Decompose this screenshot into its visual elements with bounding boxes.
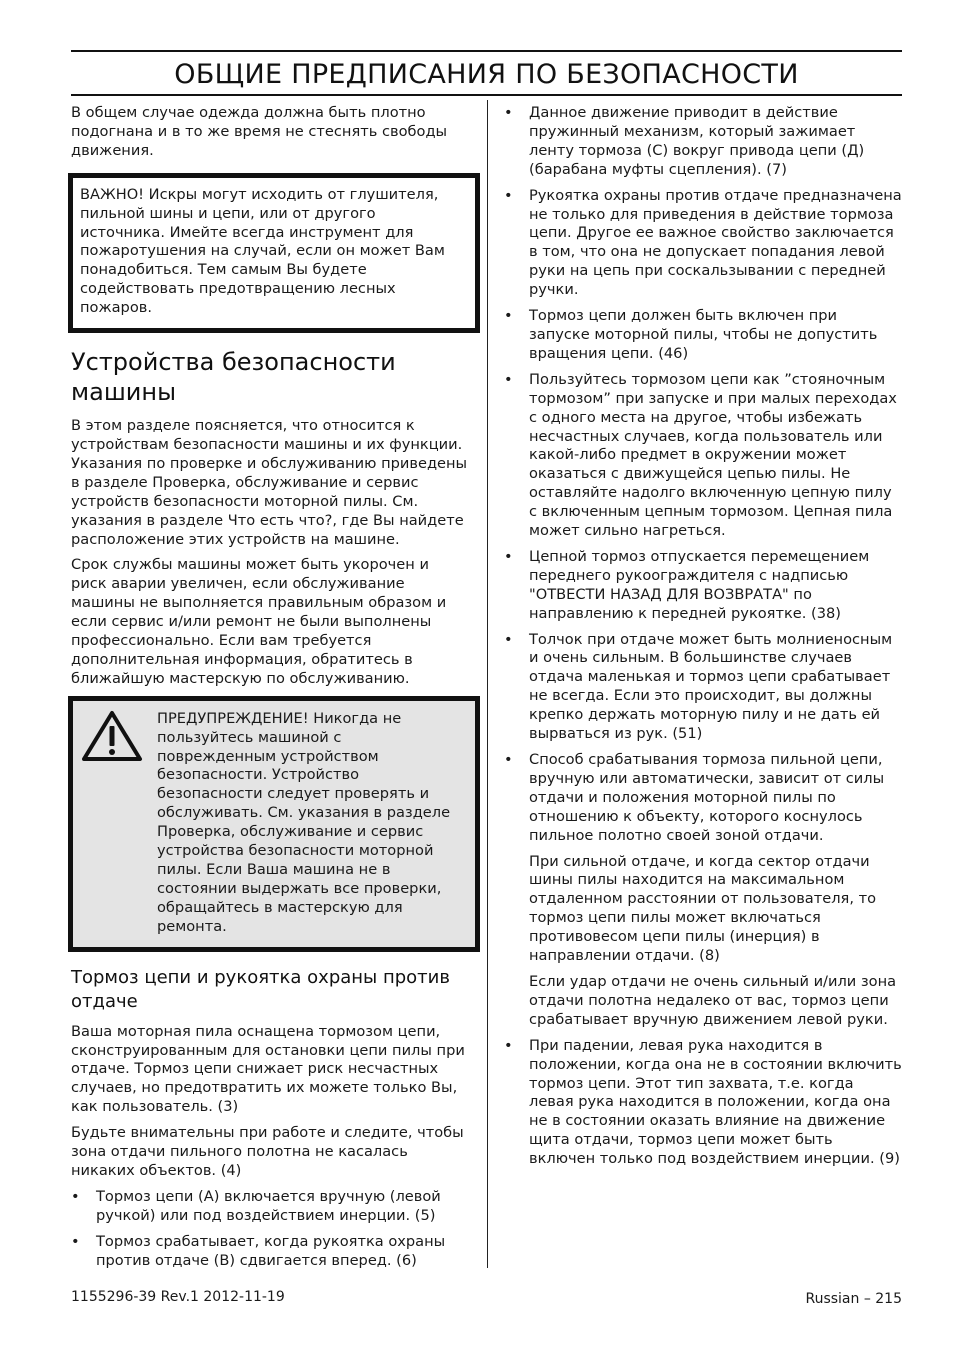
bullet-marker: •: [504, 751, 513, 768]
list-item-text: Способ срабатывания тормоза пильной цепи, вручную или автоматически, зависит от силы отдачи и положения моторной пилы по отношению к объекту, которого коснулось пильное полотно своей зоной отдачи.: [529, 751, 885, 844]
bullet-marker: •: [504, 104, 513, 121]
column-divider: [487, 100, 488, 1268]
continuation-paragraph-2: Если удар отдачи не очень сильный и/или зона отдачи полотна недалеко от вас, тормоз цепи срабатывает вручную движением левой руки.: [529, 972, 897, 1028]
page-title: ОБЩИЕ ПРЕДПИСАНИЯ ПО БЕЗОПАСНОСТИ: [174, 59, 799, 90]
list-item: [504, 371, 902, 541]
list-item: [504, 104, 902, 180]
header-top-rule: [71, 50, 902, 52]
bullet-marker: •: [504, 307, 513, 325]
bullet-marker: •: [71, 1187, 80, 1205]
right-bullet-list-2: [504, 1037, 902, 1169]
right-bullet-list: [504, 104, 902, 846]
bullet-marker: •: [504, 630, 513, 648]
subsection-paragraph-1: Ваша моторная пила оснащена тормозом цепи, сконструированным для остановки цепи пилы при отдаче. Тормоз цепи снижает риск несчастных случаев, но предотвратить их можете только Вы, как пользователь. (3): [71, 1022, 465, 1116]
list-item: [504, 548, 902, 624]
list-item-text: При падении, левая рука находится в положении, когда она не в состоянии включить тормоз цепи. Этот тип захвата, т.е. когда левая рука находится в положении, когда она не в состоянии оказать влияние на движение щита отдачи, тормоз цепи может быть включен только под воздействием инерции. (9): [529, 1036, 902, 1168]
section-paragraph-2: Срок службы машины может быть укорочен и риск аварии увеличен, если обслуживание машины не выполняется правильным образом и если сервис и/или ремонт не были выполнены профессионально. Если вам требуется дополнительная информация, обратитесь в ближайшую мастерскую по обслуживанию.: [71, 556, 447, 687]
intro-paragraph: В общем случае одежда должна быть плотно подогнана и в то же время не стеснять свободы движения.: [71, 104, 448, 159]
list-item-text: Тормоз срабатывает, когда рукоятка охраны против отдаче (B) сдвигается вперед. (6): [96, 1232, 446, 1269]
bullet-marker: •: [71, 1232, 80, 1250]
warning-text: ПРЕДУПРЕЖДЕНИЕ! Никогда не пользуйтесь машиной с поврежденным устройством безопасности. Устройство безопасности следует проверять и обслуживать. См. указания в разделе Проверка, обслуживание и сервис устройства безопасности моторной пилы. Если Ваша машина не в состоянии выдержать все проверки, обращайтесь в мастерскую для ремонта.: [157, 709, 451, 935]
header-bottom-rule: [71, 94, 902, 96]
left-bullet-list: [71, 1188, 469, 1271]
list-item-text: Рукоятка охраны против отдаче предназначена не только для приведения в действие тормоза цепи. Другое ее важное свойство заключается в том, что она не допускает попадания левой руки на цепь при соскальзывании с передней ручки.: [529, 186, 902, 299]
list-item: [504, 1037, 902, 1169]
list-item-text: Пользуйтесь тормозом цепи как ”стояночным тормозом” при запуске и при малых переходах с одного места на другое, чтобы избежать несчастных случаев, когда пользователь или какой-либо предмет в окружении может оказаться с движущейся цепью пилы. Не оставляйте надолго включенную цепную пилу с включенным цепным тормозом. Цепная пила может сильно нагреться.: [529, 370, 897, 540]
left-column: [71, 104, 469, 1278]
list-item-text: Цепной тормоз отпускается перемещением переднего рукоограждителя с надписью "ОТВЕСТИ НАЗАД ДЛЯ ВОЗВРАТА" по направлению к передней рукоятке. (38): [529, 547, 870, 622]
right-column: [504, 104, 902, 1176]
section-paragraph-1: В этом разделе поясняется, что относится к устройствам безопасности машины и их функции. Указания по проверке и обслуживанию приведены в разделе Проверка, обслуживание и сервис устройств безопасности моторной пилы. См. указания в разделе Что есть что?, где Вы найдете расположение этих устройств на машине.: [71, 417, 468, 548]
bullet-marker: •: [504, 547, 513, 565]
bullet-marker: •: [504, 186, 513, 204]
important-notice-text: ВАЖНО! Искры могут исходить от глушителя, пильной шины и цепи, или от другого источника. Имейте всегда инструмент для пожаротушения на случай, если он может Вам понадобиться. Тем самым Вы будете содействовать предотвращению лесных пожаров.: [80, 185, 445, 317]
list-item: [504, 631, 902, 744]
footer-page-label: Russian – 215: [805, 1291, 902, 1307]
footer-doc-id: 1155296-39 Rev.1 2012-11-19: [71, 1289, 285, 1305]
list-item-text: Данное движение приводит в действие пружинный механизм, который зажимает ленту тормоза (C) вокруг привода цепи (Д) (барабана муфты сцепления). (7): [529, 104, 865, 178]
bullet-marker: •: [504, 1036, 513, 1054]
list-item: [504, 307, 902, 364]
subsection-title: Тормоз цепи и рукоятка охраны против отдаче: [71, 966, 450, 1012]
section-title: Устройства безопасности машины: [71, 348, 396, 407]
list-item: [504, 187, 902, 300]
list-item: [71, 1233, 469, 1271]
warning-triangle-icon: [81, 710, 143, 762]
list-item-text: Тормоз цепи должен быть включен при запуске моторной пилы, чтобы не допустить вращения цепи. (46): [529, 307, 878, 362]
bullet-marker: •: [504, 370, 513, 388]
list-item-text: Толчок при отдаче может быть молниеносным и очень сильным. В большинстве случаев отдача маленькая и тормоз цепи срабатывает не всегда. Если это происходит, вы должны крепко держать моторную пилу и не дать ей вырваться из рук. (51): [529, 630, 893, 743]
continuation-paragraph-1: При сильной отдаче, и когда сектор отдачи шины пилы находится на максимальном отдаленном расстоянии от пользователя, то тормоз цепи пилы может включаться противовесом цепи пилы (инерция) в направлении отдачи. (8): [529, 852, 877, 965]
list-item: [504, 751, 902, 846]
list-item-text: Тормоз цепи (A) включается вручную (левой ручкой) или под воздействием инерции. (5): [96, 1187, 441, 1224]
warning-box: [68, 696, 480, 952]
list-item: [71, 1188, 469, 1226]
subsection-paragraph-2: Будьте внимательны при работе и следите, чтобы зона отдачи пильного полотна не касалась никаких объектов. (4): [71, 1124, 464, 1179]
important-notice-box: [68, 173, 480, 333]
